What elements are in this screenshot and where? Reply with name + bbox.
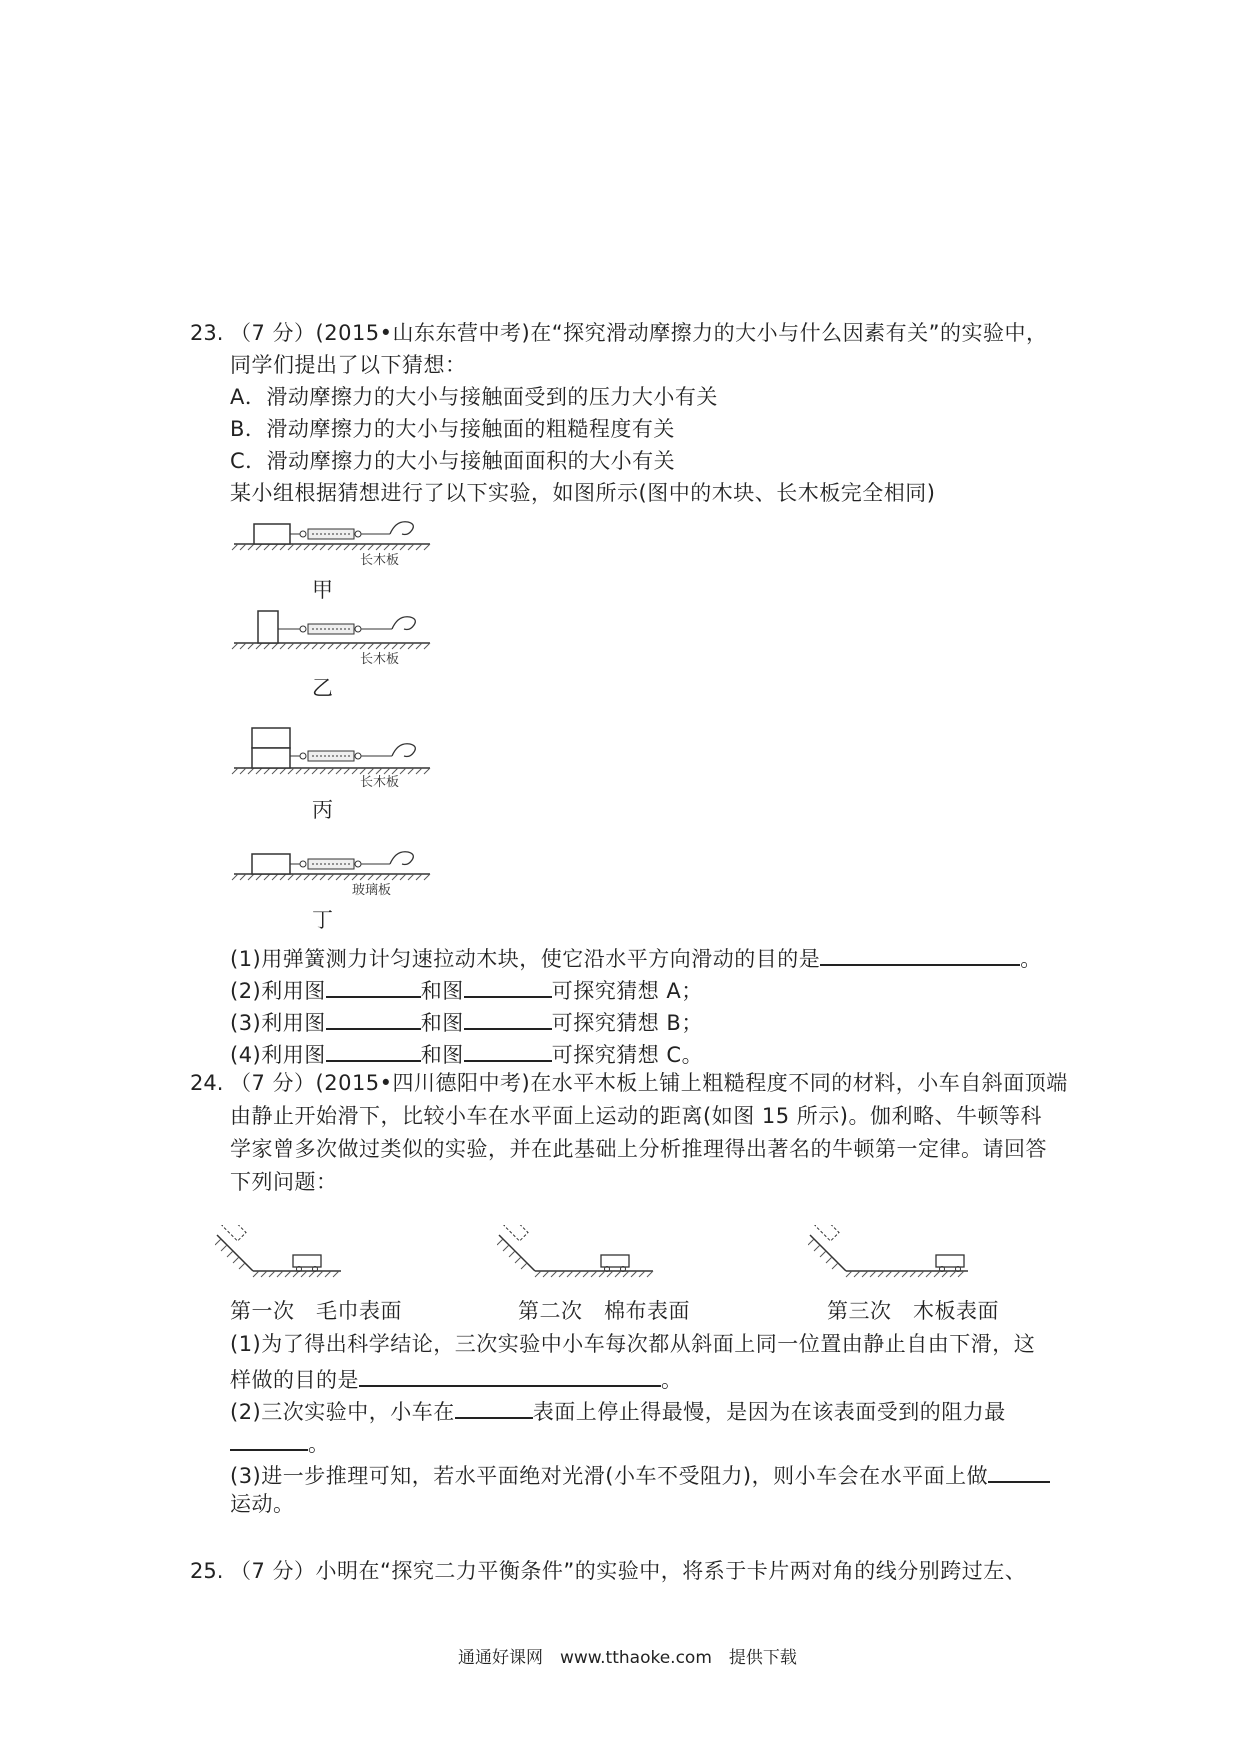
ramp-figure-cotton [497, 1225, 657, 1280]
q23-guess-b: B．滑动摩擦力的大小与接触面的粗糙程度有关 [230, 417, 675, 441]
q24-sub2-text-b: 表面上停止得最慢，是因为在该表面受到的阻力最 [532, 1400, 1006, 1424]
ramp-figure-towel [215, 1225, 345, 1280]
answer-blank[interactable] [326, 1004, 421, 1030]
hand-icon [390, 852, 413, 865]
q24-sub2-text-a: (2)三次实验中，小车在 [230, 1400, 455, 1424]
spring-scale [308, 529, 354, 539]
q23-intro: 某小组根据猜想进行了以下实验，如图所示(图中的木块、长木板完全相同) [230, 481, 936, 505]
trial-1-label: 第一次 毛巾表面 [230, 1299, 402, 1323]
q24-line1: （7 分）(2015•四川德阳中考)在水平木板上铺上粗糙程度不同的材料，小车自斜面顶端 [230, 1071, 1068, 1095]
q24-number: 24. [190, 1071, 224, 1095]
q24-sub3-text: (3)进一步推理可知，若水平面绝对光滑(小车不受阻力)，则小车会在水平面上做 [230, 1464, 989, 1488]
answer-blank[interactable] [326, 972, 421, 998]
q24-sub1-end: 。 [661, 1368, 683, 1392]
q23-sub3-text-b: 和图 [420, 1011, 464, 1035]
q25-line1: （7 分）小明在“探究二力平衡条件”的实验中，将系于卡片两对角的线分别跨过左、 [230, 1559, 1027, 1583]
q23-sub4-text-c: 可探究猜想 C。 [551, 1043, 704, 1067]
answer-blank[interactable] [820, 940, 1020, 966]
ramp-figure-wood [808, 1225, 973, 1280]
q23-guess-a: A．滑动摩擦力的大小与接触面受到的压力大小有关 [230, 385, 718, 409]
answer-blank[interactable] [464, 1004, 552, 1030]
figure-ding-label: 丁 [312, 908, 333, 932]
figure-yi-diagram [230, 605, 440, 667]
figure-yi-label: 乙 [312, 676, 333, 700]
q24-sub1-line1: (1)为了得出科学结论，三次实验中小车每次都从斜面上同一位置由静止自由下滑，这 [230, 1332, 1036, 1356]
cart-icon [601, 1255, 629, 1267]
answer-blank[interactable] [230, 1425, 308, 1451]
spring-scale [308, 859, 354, 869]
wood-block-upright [258, 611, 278, 643]
page-footer: 通通好课网 www.tthaoke.com 提供下载 [458, 1648, 797, 1668]
q24-sub3-line2: 运动。 [230, 1492, 295, 1516]
q23-sub1-text: (1)用弹簧测力计匀速拉动木块，使它沿水平方向滑动的目的是 [230, 947, 821, 971]
figure-jia-label: 甲 [312, 578, 333, 602]
q23-sub3-text-a: (3)利用图 [230, 1011, 326, 1035]
board-label: 玻璃板 [352, 883, 392, 898]
q24-line4: 下列问题： [230, 1170, 338, 1194]
q24-sub3-line1 [230, 1457, 1050, 1491]
hand-icon [392, 744, 415, 757]
q24-sub2-end: 。 [308, 1432, 330, 1456]
figure-jia-diagram [230, 510, 440, 570]
hand-icon [392, 617, 415, 630]
q23-line1: （7 分）(2015•山东东营中考)在“探究滑动摩擦力的大小与什么因素有关”的实验中， [230, 321, 1048, 345]
board-label: 长木板 [360, 652, 400, 667]
wood-block-top [252, 728, 290, 748]
q23-sub4-text-a: (4)利用图 [230, 1043, 326, 1067]
q23-sub3 [230, 1004, 703, 1038]
wood-block [252, 854, 290, 874]
spring-scale [308, 624, 354, 634]
trial-3-label: 第三次 木板表面 [827, 1299, 999, 1323]
cart-start-icon [504, 1225, 528, 1241]
cart-icon [293, 1255, 321, 1267]
answer-blank[interactable] [455, 1393, 533, 1419]
q23-sub2-text-c: 可探究猜想 A； [551, 979, 703, 1003]
board-label: 长木板 [360, 775, 400, 790]
trial-2-label: 第二次 棉布表面 [518, 1299, 690, 1323]
spring-scale [308, 751, 354, 761]
q23-sub2 [230, 972, 703, 1006]
q24-sub2-line1 [230, 1393, 1006, 1427]
q23-sub2-text-b: 和图 [420, 979, 464, 1003]
q25-number: 25. [190, 1559, 224, 1583]
q23-guess-c: C．滑动摩擦力的大小与接触面面积的大小有关 [230, 449, 676, 473]
q23-sub4 [230, 1036, 703, 1070]
answer-blank[interactable] [464, 972, 552, 998]
board-label: 长木板 [360, 553, 400, 568]
q23-sub4-text-b: 和图 [420, 1043, 464, 1067]
q23-number: 23. [190, 321, 224, 345]
cart-start-icon [222, 1225, 246, 1241]
q23-sub3-text-c: 可探究猜想 B； [551, 1011, 703, 1035]
q24-sub1-text: 样做的目的是 [230, 1368, 359, 1392]
answer-blank[interactable] [326, 1036, 421, 1062]
figure-bing-diagram [230, 718, 440, 790]
answer-blank[interactable] [988, 1457, 1050, 1483]
cart-icon [936, 1255, 964, 1267]
hand-icon [390, 522, 413, 535]
q23-sub2-text-a: (2)利用图 [230, 979, 326, 1003]
wood-block [254, 524, 290, 544]
q24-line2: 由静止开始滑下，比较小车在水平面上运动的距离(如图 15 所示)。伽利略、牛顿等科 [230, 1104, 1042, 1128]
answer-blank[interactable] [359, 1361, 661, 1387]
q23-line2: 同学们提出了以下猜想： [230, 353, 467, 377]
figure-ding-diagram [230, 830, 440, 898]
wood-block-bottom [252, 748, 290, 768]
q24-line3: 学家曾多次做过类似的实验，并在此基础上分析推理得出著名的牛顿第一定律。请回答 [230, 1137, 1047, 1161]
q24-sub2-line2 [230, 1425, 330, 1459]
answer-blank[interactable] [464, 1036, 552, 1062]
figure-bing-label: 丙 [312, 798, 333, 822]
q23-sub1-end: 。 [1020, 947, 1042, 971]
cart-start-icon [815, 1225, 839, 1241]
q23-sub1 [230, 940, 1042, 974]
q24-sub1-line2 [230, 1361, 683, 1395]
